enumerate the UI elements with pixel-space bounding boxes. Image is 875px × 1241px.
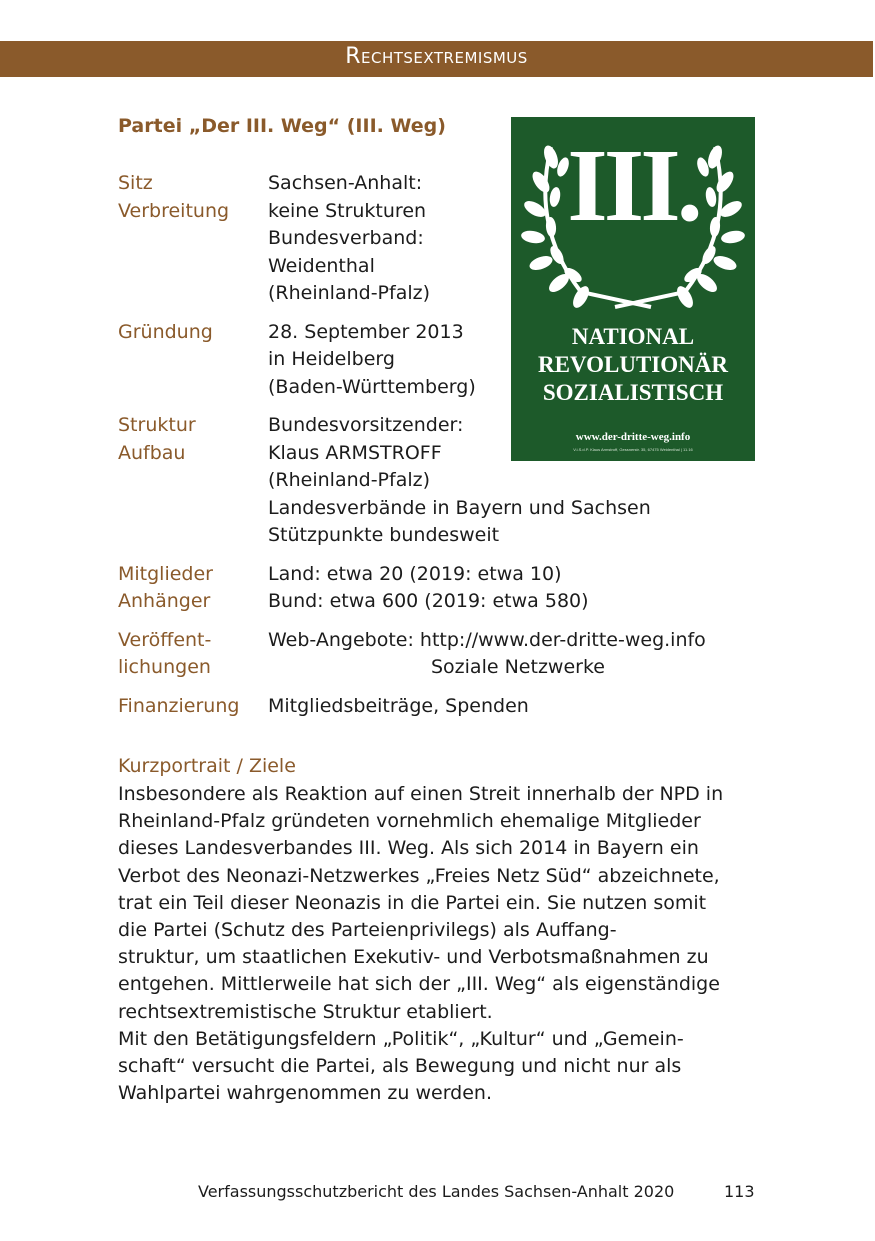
party-logo [511,117,755,461]
logo-fine-print: V.i.S.d.P. Klaus Armstroff, Gessnerstr. 35, 67475 Weidenthal | 11.16 [573,447,693,452]
fact-labels [118,170,268,308]
fact-value: Mitgliedsbeiträge, Spenden [268,694,529,717]
fact-row-veroeffentlichungen [118,627,758,682]
logo-tagline-line: REVOLUTIONÄR [538,352,728,377]
fact-labels [118,412,268,550]
fact-labels [118,319,268,402]
fact-value: in Heidelberg [268,348,395,370]
fact-value: (Rheinland-Pfalz) [268,282,431,304]
fact-label: Verbreitung [118,199,230,222]
fact-value: (Baden-Württemberg) [268,375,476,398]
logo-tagline-line: NATIONAL [571,324,695,349]
summary-line: Insbesondere als Reaktion auf einen Streit innerhalb der NPD in [118,783,724,805]
fact-values [268,561,758,616]
fact-label: Veröffent- [118,628,212,651]
summary-line: Wahlpartei wahrgenommen zu werden. [118,1082,493,1105]
fact-label: Mitglieder [118,562,213,585]
summary-line: rechtsextremistische Struktur etabliert. [118,1000,493,1023]
fact-values [268,693,758,721]
fact-value: Web-Angebote: http://www.der-dritte-weg.info [268,628,706,651]
party-title: Partei „Der III. Weg“ (III. Weg) [118,115,446,137]
fact-value: Bund: etwa 600 (2019: etwa 580) [268,590,589,612]
fact-value: Soziale Netzwerke [431,656,605,678]
summary-text [118,781,758,1107]
fact-value: Sachsen-Anhalt: [268,172,423,194]
footer-text: Verfassungsschutzbericht des Landes Sachsen-Anhalt 2020 [198,1182,675,1201]
fact-value: (Rheinland-Pfalz) [268,469,431,491]
fact-row-finanzierung [118,693,758,721]
logo-url: www.der-dritte-weg.info [575,431,691,443]
chapter-title: Rechtsextremismus [345,44,528,69]
fact-value: Stützpunkte bundesweit [268,524,500,546]
fact-value: Bundesverband: [268,227,424,249]
fact-labels [118,561,268,616]
logo-tagline [511,323,755,407]
fact-label: Finanzierung [118,694,240,717]
fact-value: keine Strukturen [268,199,427,222]
fact-labels [118,627,268,682]
summary-line: struktur, um staatlichen Exekutiv- und Verbotsmaßnahmen zu [118,946,709,969]
fact-value: 28. September 2013 [268,320,464,343]
fact-value: Land: etwa 20 (2019: etwa 10) [268,562,562,585]
fact-label: Anhänger [118,590,211,612]
fact-value: Bundesvorsitzender: [268,414,464,436]
summary-line: die Partei (Schutz des Parteienprivilegs) als Auffang- [118,919,617,942]
fact-label: lichungen [118,656,211,678]
summary-line: dieses Landesverbandes III. Weg. Als sich 2014 in Bayern ein [118,837,699,860]
fact-label: Gründung [118,320,213,343]
chapter-header-band [0,41,873,77]
logo-tagline-line: SOZIALISTISCH [542,380,724,405]
summary-line: Mit den Betätigungsfeldern „Politik“, „Kultur“ und „Gemein- [118,1027,684,1050]
fact-values [268,627,758,682]
fact-labels [118,693,268,721]
summary-line: Verbot des Neonazi-Netzwerkes „Freies Netz Süd“ abzeichnete, [118,864,720,887]
fact-label: Struktur [118,414,196,436]
fact-value: Weidenthal [268,254,375,277]
summary-line: schaft“ versucht die Partei, als Bewegung und nicht nur als [118,1055,682,1078]
summary-line: trat ein Teil dieser Neonazis in die Partei ein. Sie nutzen somit [118,891,707,914]
summary-heading: Kurzportrait / Ziele [118,755,296,777]
fact-value: Klaus ARMSTROFF [268,441,442,464]
fact-value: Landesverbände in Bayern und Sachsen [268,496,651,519]
page-number: 113 [724,1182,755,1201]
fact-row-mitglieder [118,561,758,616]
logo-numeral: III. [567,128,699,243]
summary-line: entgehen. Mittlerweile hat sich der „III. Weg“ als eigenständige [118,973,720,996]
summary-line: Rheinland-Pfalz gründeten vornehmlich ehemalige Mitglieder [118,810,701,833]
fact-label: Sitz [118,172,153,194]
fact-label: Aufbau [118,441,186,464]
